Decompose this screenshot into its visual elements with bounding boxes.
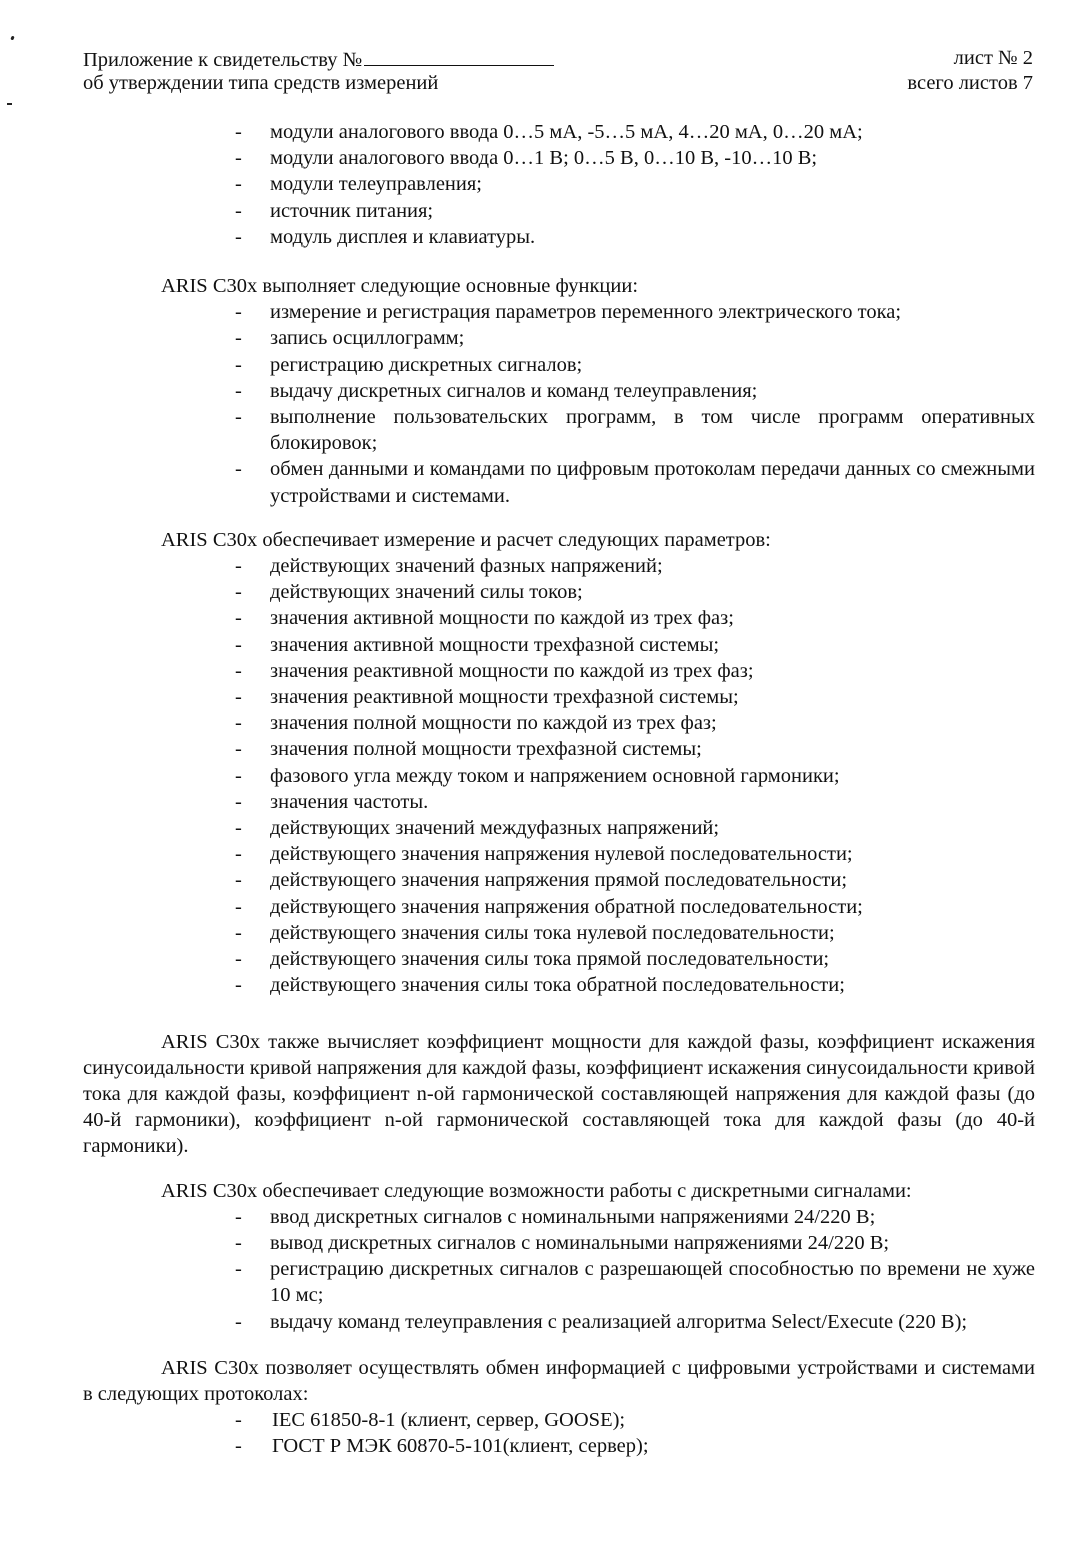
list-item: - значения реактивной мощности по каждой из трех фаз; [83,658,1035,684]
list-item: - действующих значений междуфазных напряжений; [83,815,1035,841]
list-item: - выполнение пользовательских программ, в том числе программ оперативных блокировок; [235,406,1035,455]
dash-bullet: - [235,301,242,324]
dash-bullet: - [235,869,242,892]
list-item: - вывод дискретных сигналов с номинальными напряжениями 24/220 В; [83,1230,1035,1256]
dash-bullet: - [235,1205,242,1228]
dash-bullet: - [235,633,242,656]
functions-intro: ARIS C30x выполняет следующие основные функции: [161,275,639,298]
modules-list [83,119,1035,250]
dash-bullet: - [235,974,242,997]
dash-bullet: - [235,686,242,709]
list-item: - ГОСТ Р МЭК 60870-5-101(клиент, сервер); [83,1433,1035,1459]
list-item: - действующего значения напряжения прямой последовательности; [83,867,1035,893]
dash-bullet: - [235,921,242,944]
dash-bullet: - [235,738,242,761]
dash-bullet: - [235,353,242,376]
dash-bullet: - [235,581,242,604]
list-item: - IEC 61850-8-1 (клиент, сервер, GOOSE); [83,1407,1035,1433]
dash-bullet: - [235,406,242,429]
dash-bullet: - [235,555,242,578]
list-item: - выдачу команд телеуправления с реализацией алгоритма Select/Execute (220 В); [83,1309,1035,1335]
list-item: - действующего значения силы тока обратной последовательности; [83,972,1035,998]
dash-bullet: - [235,948,242,971]
list-item: - значения полной мощности трехфазной системы; [83,736,1035,762]
dash-bullet: - [235,1231,242,1254]
dash-bullet: - [235,327,242,350]
list-item: - действующих значений силы токов; [83,579,1035,605]
header-row-2 [83,71,1033,96]
list-item: - запись осциллограмм; [83,325,1035,351]
list-item: - модули телеуправления; [83,171,1035,197]
dash-bullet: - [235,659,242,682]
sheet-number: лист № 2 [953,47,1033,69]
page-header [83,46,1033,96]
dash-bullet: - [235,764,242,787]
list-item: - источник питания; [83,198,1035,224]
protocols-intro: ARIS C30x позволяет осуществлять обмен информацией с цифровыми устройствами и системами в следующих протоколах: [83,1356,1035,1405]
list-item: - действующего значения напряжения нулевой последовательности; [83,841,1035,867]
dash-bullet: - [235,895,242,918]
scan-artifact-dot [10,36,14,41]
list-item: - действующего значения силы тока нулевой последовательности; [83,920,1035,946]
scan-artifact-dash [7,103,12,105]
discrete-intro: ARIS C30x обеспечивает следующие возможности работы с дискретными сигналами: [161,1179,912,1202]
discrete-list [83,1204,1035,1335]
list-item: - значения полной мощности по каждой из трех фаз; [83,710,1035,736]
dash-bullet: - [235,843,242,866]
certificate-appendix-label: Приложение к свидетельству № [83,46,554,71]
list-item: - действующего значения напряжения обратной последовательности; [83,894,1035,920]
list-item: - обмен данными и командами по цифровым протоколам передачи данных со смежными устройствами и системами. [235,458,1035,507]
approval-type-label: об утверждении типа средств измерений [83,72,439,94]
dash-bullet: - [235,173,242,196]
dash-bullet: - [235,1435,242,1458]
dash-bullet: - [235,1310,242,1333]
list-item: - измерение и регистрация параметров переменного электрического тока; [83,299,1035,325]
dash-bullet: - [235,607,242,630]
dash-bullet: - [235,790,242,813]
dash-bullet: - [235,121,242,143]
list-item: - значения активной мощности по каждой из трех фаз; [83,605,1035,631]
list-item: - значения реактивной мощности трехфазной системы; [83,684,1035,710]
dash-bullet: - [235,199,242,222]
dash-bullet: - [235,458,242,481]
list-item: - значения частоты. [83,789,1035,815]
list-item: - выдачу дискретных сигналов и команд телеуправления; [83,378,1035,404]
coefficients-paragraph: ARIS C30x также вычисляет коэффициент мощности для каждой фазы, коэффициент искажения синусоидальности кривой напряжения для каждой фазы, коэффициент искажения синусоидальности кривой тока для каждой фазы, коэффициент n-ой гармонической составляющей напряжения для каждой фазы (до 40-й гармоники), коэффициент n-ой гармонической составляющей тока для каждой фазы (до 40-й гармоники). [83,1030,1035,1158]
total-sheets: всего листов 7 [907,72,1033,94]
list-item: - фазового угла между током и напряжением основной гармоники; [83,763,1035,789]
protocols-list [83,1407,1035,1459]
list-item: - действующих значений фазных напряжений; [83,553,1035,579]
document-body [83,119,1035,1460]
certificate-number-blank [364,46,554,66]
dash-bullet: - [235,379,242,402]
dash-bullet: - [235,147,242,170]
dash-bullet: - [235,1258,242,1281]
header-row-1 [83,46,1033,71]
dash-bullet: - [235,817,242,840]
measurements-intro: ARIS C30x обеспечивает измерение и расчет следующих параметров: [161,528,771,551]
measurements-list [83,553,1035,998]
dash-bullet: - [235,1409,242,1432]
list-item: - модуль дисплея и клавиатуры. [83,224,1035,250]
list-item: - значения активной мощности трехфазной системы; [83,632,1035,658]
list-item: - регистрацию дискретных сигналов; [83,352,1035,378]
list-item: - модули аналогового ввода 0…1 В; 0…5 В, 0…10 В, -10…10 В; [83,145,1035,171]
list-item: - регистрацию дискретных сигналов с разрешающей способностью по времени не хуже 10 мс; [235,1258,1035,1307]
list-item: - действующего значения силы тока прямой последовательности; [83,946,1035,972]
functions-list [83,299,1035,509]
list-item: - модули аналогового ввода 0…5 мА, -5…5 мА, 4…20 мА, 0…20 мА; [83,119,1035,145]
list-item: - ввод дискретных сигналов с номинальными напряжениями 24/220 В; [83,1204,1035,1230]
dash-bullet: - [235,712,242,735]
dash-bullet: - [235,225,242,248]
